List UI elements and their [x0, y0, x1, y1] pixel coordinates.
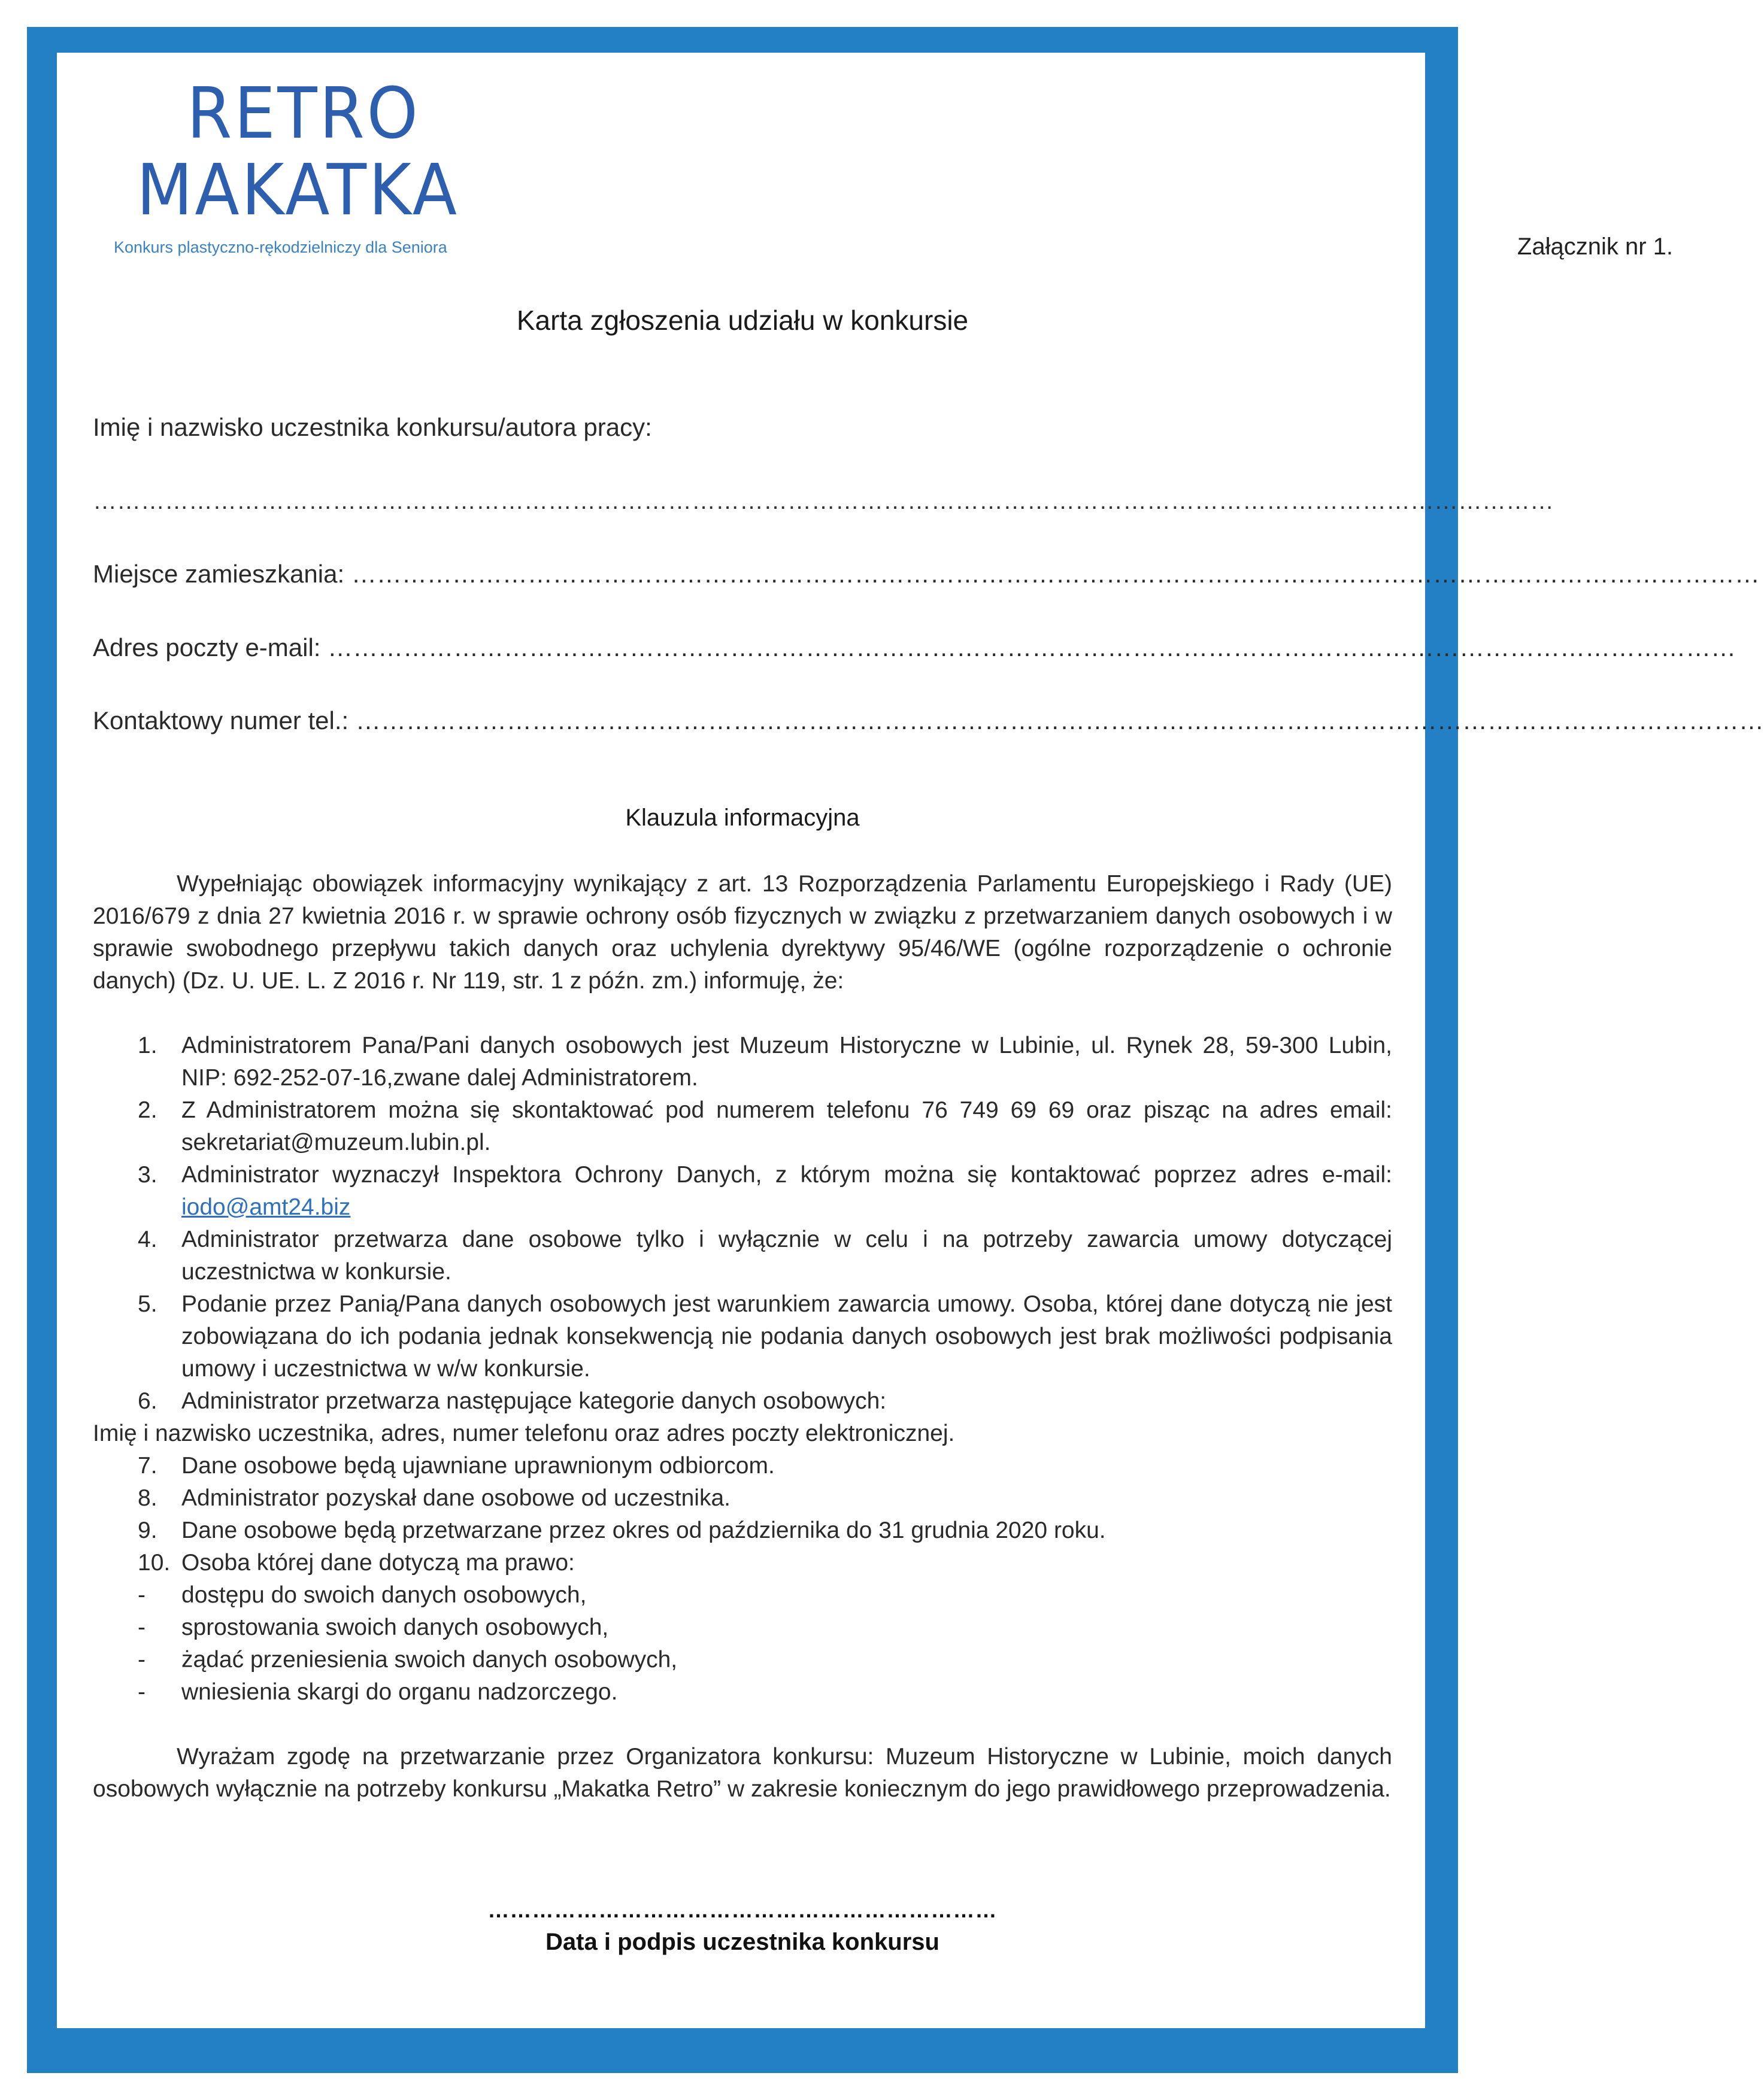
item-text: Administrator przetwarza następujące kategorie danych osobowych:: [181, 1388, 887, 1414]
item-text: Administrator przetwarza dane osobowe tylko i wyłącznie w celu i na potrzeby zawarcia umowy dotyczącej uczestnictwa w konkursie.: [181, 1227, 1392, 1285]
item-number: 1.: [138, 1033, 157, 1058]
phone-label: Kontaktowy numer tel.:: [93, 706, 349, 735]
name-label: Imię i nazwisko uczestnika konkursu/autora pracy:: [93, 413, 652, 441]
dash-bullet: -: [138, 1615, 146, 1640]
residence-label: Miejsce zamieszkania:: [93, 560, 345, 588]
clause-items: [93, 1030, 1392, 1418]
item-number: 7.: [138, 1453, 157, 1479]
list-item: [93, 1385, 1392, 1418]
item-number: 2.: [138, 1097, 157, 1123]
list-item: [93, 1547, 1392, 1579]
list-item: [93, 1094, 1392, 1159]
name-field[interactable]: …………………………………………………………………………………………………………………………………………………………………: [93, 488, 1554, 514]
clause-title: Klauzula informacyjna: [625, 805, 860, 831]
item-text: Dane osobowe będą ujawniane uprawnionym odbiorcom.: [181, 1453, 775, 1479]
rights-item: [93, 1676, 1392, 1708]
list-item: [93, 1450, 1392, 1482]
signature-line[interactable]: ……………………………………………………………: [487, 1898, 998, 1922]
list-item: [93, 1482, 1392, 1515]
logo-tagline: Konkurs plastyczno-rękodzielniczy dla Seniora: [114, 238, 447, 256]
dash-bullet: -: [138, 1679, 146, 1705]
item-text: Administratorem Pana/Pani danych osobowych jest Muzeum Historyczne w Lubinie, ul. Rynek 28, 59-300 Lubin, NIP: 692-252-07-16,zwane dalej Administratorem.: [181, 1033, 1392, 1091]
clause-body: [93, 868, 1392, 1805]
phone-field[interactable]: ……………………………………………………………………………………………………………………………………………………: [355, 706, 1764, 735]
dash-bullet: -: [138, 1647, 146, 1673]
clause-intro: Wypełniając obowiązek informacyjny wynikający z art. 13 Rozporządzenia Parlamentu Europejskiego i Rady (UE) 2016/679 z dnia 27 kwietnia 2016 r. w sprawie ochrony osób fizycznych w związku z przetwarzaniem danych osobowych i w sprawie swobodnego przepływu takich danych oraz uchylenia dyrektywy 95/46/WE (ogólne rozporządzenie o ochronie danych) (Dz. U. UE. L. Z 2016 r. Nr 119, str. 1 z późn. zm.) informuję, że:: [93, 871, 1392, 994]
item-text: Osoba której dane dotyczą ma prawo:: [181, 1550, 575, 1576]
rights-item: [93, 1644, 1392, 1676]
item-text: Administrator wyznaczył Inspektora Ochrony Danych, z którym można się kontaktować poprzez adres e-mail:: [181, 1162, 1392, 1188]
logo-makatka: MAKATKA: [137, 148, 459, 231]
residence-row: [93, 560, 1760, 588]
logo-retro: RETRO: [187, 72, 420, 154]
rights-text: dostępu do swoich danych osobowych,: [181, 1582, 587, 1608]
item-number: 8.: [138, 1485, 157, 1511]
item-number: 3.: [138, 1162, 157, 1188]
list-item: [93, 1224, 1392, 1288]
list-item: [93, 1515, 1392, 1547]
item-number: 5.: [138, 1291, 157, 1317]
rights-text: sprostowania swoich danych osobowych,: [181, 1615, 609, 1640]
item-text: Dane osobowe będą przetwarzane przez okres od października do 31 grudnia 2020 roku.: [181, 1518, 1106, 1543]
iod-email-link[interactable]: iodo@amt24.biz: [181, 1194, 351, 1220]
email-field[interactable]: ……………………………………………………………………………………………………………………………………………………: [328, 633, 1736, 661]
item-number: 10.: [138, 1550, 171, 1576]
rights-text: wniesienia skargi do organu nadzorczego.: [181, 1679, 618, 1705]
phone-row: [93, 706, 1764, 735]
item-text: Z Administratorem można się skontaktować pod numerem telefonu 76 749 69 69 oraz pisząc na adres email: sekretariat@muzeum.lubin.pl.: [181, 1097, 1392, 1155]
rights-item: [93, 1612, 1392, 1644]
signature-caption: Data i podpis uczestnika konkursu: [545, 1929, 939, 1955]
item6-continuation: Imię i nazwisko uczestnika, adres, numer telefonu oraz adres poczty elektronicznej.: [93, 1421, 955, 1446]
item-number: 4.: [138, 1227, 157, 1252]
residence-field[interactable]: ……………………………………………………………………………………………………………………………………………………: [351, 560, 1760, 588]
list-item: [93, 1159, 1392, 1224]
email-label: Adres poczty e-mail:: [93, 633, 321, 661]
item-text: Podanie przez Panią/Pana danych osobowych jest warunkiem zawarcia umowy. Osoba, której dane dotyczą nie jest zobowiązana do ich podania jednak konsekwencją nie podania danych osobowych jest brak możliwości podpisania umowy i uczestnictwa w w/w konkursie.: [181, 1291, 1392, 1382]
rights-list: [93, 1579, 1392, 1708]
attachment-number: Załącznik nr 1.: [1517, 233, 1673, 260]
email-row: [93, 633, 1736, 662]
list-item: [93, 1288, 1392, 1385]
rights-text: żądać przeniesienia swoich danych osobowych,: [181, 1647, 678, 1673]
form-title: Karta zgłoszenia udziału w konkursie: [516, 305, 969, 336]
rights-item: [93, 1579, 1392, 1612]
item-number: 9.: [138, 1518, 157, 1543]
item-number: 6.: [138, 1388, 157, 1414]
dash-bullet: -: [138, 1582, 146, 1608]
consent-text: Wyrażam zgodę na przetwarzanie przez Organizatora konkursu: Muzeum Historyczne w Lubinie, moich danych osobowych wyłącznie na potrzeby konkursu „Makatka Retro” w zakresie koniecznym do jego prawidłowego przeprowadzenia.: [93, 1744, 1392, 1802]
item-text: Administrator pozyskał dane osobowe od uczestnika.: [181, 1485, 731, 1511]
list-item: [93, 1030, 1392, 1094]
clause-items-b: [93, 1450, 1392, 1579]
